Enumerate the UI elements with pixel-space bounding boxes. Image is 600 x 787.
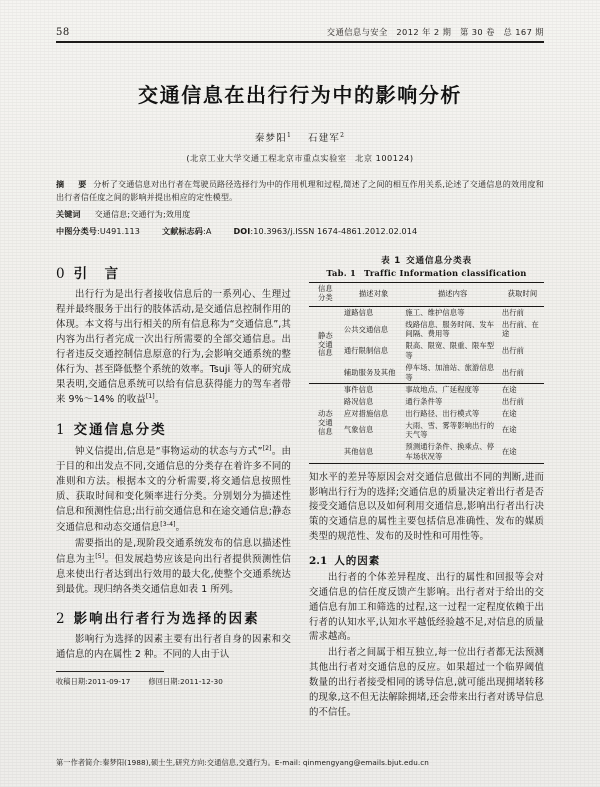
cell-time: 出行前 xyxy=(501,367,525,377)
paragraph-text: 。但发展趋势应该是向出行者提供预测性信息来使出行者达到出行效用的最大化,使整个交通系统达到最优。现归纳各类交通信息如表 1 所列。 xyxy=(56,553,291,595)
abstract-row xyxy=(56,178,544,204)
cell-content: 事故地点、广延程度等 xyxy=(405,385,480,395)
paragraph-s2-1: 影响行为选择的因素主要有出行者自身的因素和交通信息的内在属性 2 种。不同的人由于认 xyxy=(56,634,291,661)
group-label-line-2: 交通 xyxy=(318,339,333,349)
author-list xyxy=(56,130,544,144)
column-header-category xyxy=(309,283,342,307)
cell-object: 辅助服务及其他 xyxy=(343,367,396,377)
group-label-static xyxy=(309,306,342,383)
author-name-1: 秦梦阳 xyxy=(254,133,287,144)
paragraph-s1-1 xyxy=(56,444,291,535)
group-label-line-1: 动态 xyxy=(318,409,333,419)
column-left xyxy=(56,252,291,721)
paragraph-text: 需要指出的是,现阶段交通系统发布的信息以描述性信息为主 xyxy=(56,537,291,565)
footnote-dates: 收稿日期:2011-09-17 修回日期:2011-12-30 xyxy=(56,677,223,687)
cell-object: 公共交通信息 xyxy=(343,324,389,334)
cell-content: 通行条件等 xyxy=(405,397,443,407)
table-row xyxy=(309,306,544,318)
paragraph-text: 钟义信提出,信息是“事物运动的状态与方式” xyxy=(75,446,263,458)
section-number-2: 2 xyxy=(56,611,65,628)
table-header-row xyxy=(309,283,544,307)
cell-time: 出行前 xyxy=(501,346,525,356)
doi-value: 10.3963/j.ISSN 1674-4861.2012.02.014 xyxy=(253,226,418,237)
doccode-label: 文献标志码 xyxy=(162,226,203,237)
table-row xyxy=(309,396,544,408)
traffic-information-table xyxy=(309,282,544,463)
reference-marker: [1] xyxy=(145,393,155,401)
table-group-static xyxy=(309,306,544,383)
paragraph-intro-1 xyxy=(56,288,291,408)
section-number-0: 0 xyxy=(56,266,65,283)
cell-object: 事件信息 xyxy=(343,385,374,395)
received-label: 收稿日期 xyxy=(56,677,86,687)
cell-content: 施工、维护信息等 xyxy=(405,307,465,317)
column-header-object: 描述对象 xyxy=(358,289,389,299)
paragraph-s2-continued: 知水平的差异等原因会对交通信息做出不同的判断,进而影响出行行为的选择;交通信息的质量决定着出行者是否接受交通信息以及如何利用交通信息,影响出行者出行决策的交通信息的属性主要包括信息准确性、发布的媒质类型的规范性、发布的及时性和可用性等。 xyxy=(309,471,544,543)
header-line-1: 信息 xyxy=(318,284,333,294)
table-title-en: Traffic Information classification xyxy=(364,268,527,279)
cell-content: 大雨、雪、雾等影响出行的天气等 xyxy=(405,420,495,440)
author-affil-marker-2: 2 xyxy=(340,131,346,139)
table-row xyxy=(309,362,544,384)
group-label-line-3: 信息 xyxy=(318,426,333,436)
doccode-value: A xyxy=(205,226,212,237)
section-title-0: 引 言 xyxy=(73,266,121,283)
cell-time: 在途 xyxy=(501,425,517,435)
table-number-en: Tab. 1 xyxy=(326,268,356,279)
cell-content: 停车场、加油站、旅游信息等 xyxy=(405,362,495,382)
keywords-text: 交通信息;交通行为;效用度 xyxy=(94,209,191,220)
group-label-line-1: 静态 xyxy=(318,330,333,340)
cell-content: 预测通行条件、换乘点、停车场状况等 xyxy=(405,442,495,461)
page-content xyxy=(56,26,544,722)
reference-marker: [5] xyxy=(95,552,105,560)
cell-object: 道路信息 xyxy=(343,307,374,317)
section-title-1: 交通信息分类 xyxy=(73,422,167,439)
cell-time: 出行前 xyxy=(501,397,525,407)
reference-marker: [2] xyxy=(262,445,272,453)
header-rule xyxy=(56,41,544,43)
paragraph-text: 。由于目的和出发点不同,交通信息的分类存在着许多不同的准则和方法。根据本文的分析需要,将交通信息按照性质、获取时间和变化频率进行分类。分别划分为描述性信息和预测性信息;出行前交通信息和在途交通信息;静态交通信息和动态交通信息 xyxy=(56,446,292,533)
author-affil-marker-1: 1 xyxy=(286,131,292,139)
paragraph-text: 出行行为是出行者接收信息后的一系列心、生理过程并最终服务于出行的肢体活动,是交通信息控制作用的体现。本文将与出行相关的所有信息称为“交通信息”,其内容为出行者完成一次出行所需要的全部交通信息。出行者违反交通控制信息原意的行为,会影响交通系统的整体行为、甚至降低整个系统的效率。Tsuji 等人的研究成果表明,交通信息系统可以给有信息获得能力的驾车者带来 9%～14% 的收益 xyxy=(56,289,291,406)
abstract-label: 摘 要 xyxy=(56,179,90,189)
table-row xyxy=(309,441,544,463)
cell-time: 在途 xyxy=(501,447,517,456)
doi-label: DOI xyxy=(233,226,251,237)
subsection-number: 2.1 xyxy=(309,554,328,567)
author-biography-footnote: 第一作者简介:秦梦阳(1988),硕士生,研究方向:交通信息,交通行为。E-mail: qinmengyang@emails.bjut.edu.cn xyxy=(56,758,429,768)
header-line-2: 分类 xyxy=(318,293,333,303)
paragraph-s1-2 xyxy=(56,537,291,598)
keywords-row xyxy=(56,208,544,221)
cell-object: 应对措施信息 xyxy=(343,408,389,418)
footnote-rule xyxy=(56,671,164,672)
article-title: 交通信息在出行行为中的影响分析 xyxy=(138,83,462,107)
section-heading-1 xyxy=(56,418,291,438)
cell-time: 在途 xyxy=(501,408,517,418)
abstract-text: 分析了交通信息对出行者在驾驶员路径选择行为中的作用机理和过程,简述了之间的相互作用关系,论述了交通信息的效用度和出行者信任度之间的影响并提出相应的定性模型。 xyxy=(56,179,544,203)
table-number-cn: 表 1 xyxy=(381,256,402,267)
body-columns xyxy=(56,252,544,721)
revised-value: 2011-12-30 xyxy=(180,677,223,687)
author-name-2: 石建军 xyxy=(308,133,341,144)
column-right xyxy=(309,252,544,721)
column-header-content: 描述内容 xyxy=(437,289,468,299)
clc-label: 中图分类号 xyxy=(56,226,97,237)
running-head xyxy=(56,26,544,40)
paragraph-s21-2: 出行者之间属于相互独立,每一位出行者都无法预测其他出行者对交通信息的反应。如果超过一个临界阈值数量的出行者接受相同的诱导信息,就可能出现拥堵转移的现象,这不但无法解除拥堵,还会带来出行者对诱导信息的不信任。 xyxy=(309,647,544,718)
journal-info: 交通信息与安全 2012 年 2 期 第 30 卷 总 167 期 xyxy=(326,27,544,37)
reference-marker: [3-4] xyxy=(160,520,176,528)
section-number-1: 1 xyxy=(56,422,65,439)
revised-label: 修回日期 xyxy=(148,677,178,687)
received-value: 2011-09-17 xyxy=(87,677,131,687)
cell-object: 通行限制信息 xyxy=(343,346,389,356)
cell-object: 其他信息 xyxy=(343,447,374,456)
cell-object: 路况信息 xyxy=(343,397,374,407)
group-label-dynamic xyxy=(309,384,342,463)
section-heading-0 xyxy=(56,262,291,282)
section-heading-2 xyxy=(56,607,291,627)
cell-time: 出行前、在途 xyxy=(501,319,539,339)
paragraph-s21-1: 出行者的个体差异程度、出行的属性和回报等会对交通信息的信任度反馈产生影响。出行者对于给出的交通信息有加工和筛选的过程,这一过程一定程度依赖于出行者的认知水平,认知水平越低经验越不足,对信息的质量需求越高。 xyxy=(309,571,544,643)
cell-content: 线路信息、服务时间、发车间隔、费用等 xyxy=(405,319,495,339)
table-caption-cn xyxy=(309,254,544,266)
page-number: 58 xyxy=(56,27,70,38)
table-row xyxy=(309,340,544,362)
cell-time: 在途 xyxy=(501,385,517,395)
table-row xyxy=(309,384,544,396)
abstract-block xyxy=(56,178,544,238)
table-row xyxy=(309,420,544,442)
table-title-cn: 交通信息分类表 xyxy=(406,256,472,267)
section-title-2: 影响出行者行为选择的因素 xyxy=(73,611,260,628)
table-group-dynamic xyxy=(309,384,544,463)
table-row xyxy=(309,319,544,341)
table-caption-en xyxy=(309,268,544,278)
clc-value: U491.113 xyxy=(99,226,141,237)
cell-content: 出行路径、出行模式等 xyxy=(405,408,480,418)
cell-object: 气象信息 xyxy=(343,425,374,435)
subsection-heading-2-1 xyxy=(309,553,544,568)
classification-row: 中图分类号:U491.113 文献标志码:A DOI:10.3963/j.ISSN 1674-4861.2012.02.014 xyxy=(56,226,418,237)
paragraph-text-end: 。 xyxy=(154,394,165,406)
cell-time: 出行前 xyxy=(501,307,525,317)
group-label-line-2: 交通 xyxy=(318,418,333,428)
column-header-time: 获取时间 xyxy=(507,289,538,299)
affiliation: (北京工业大学交通工程北京市重点实验室 北京 100124) xyxy=(186,153,414,163)
keywords-label: 关键词 xyxy=(56,209,81,220)
table-head xyxy=(309,283,544,307)
table-row xyxy=(309,408,544,420)
group-label-line-3: 信息 xyxy=(318,348,333,358)
cell-content: 限高、限宽、限重、限车型等 xyxy=(405,341,495,360)
subsection-title: 人的因素 xyxy=(334,554,381,567)
paragraph-text: 。 xyxy=(175,521,186,533)
